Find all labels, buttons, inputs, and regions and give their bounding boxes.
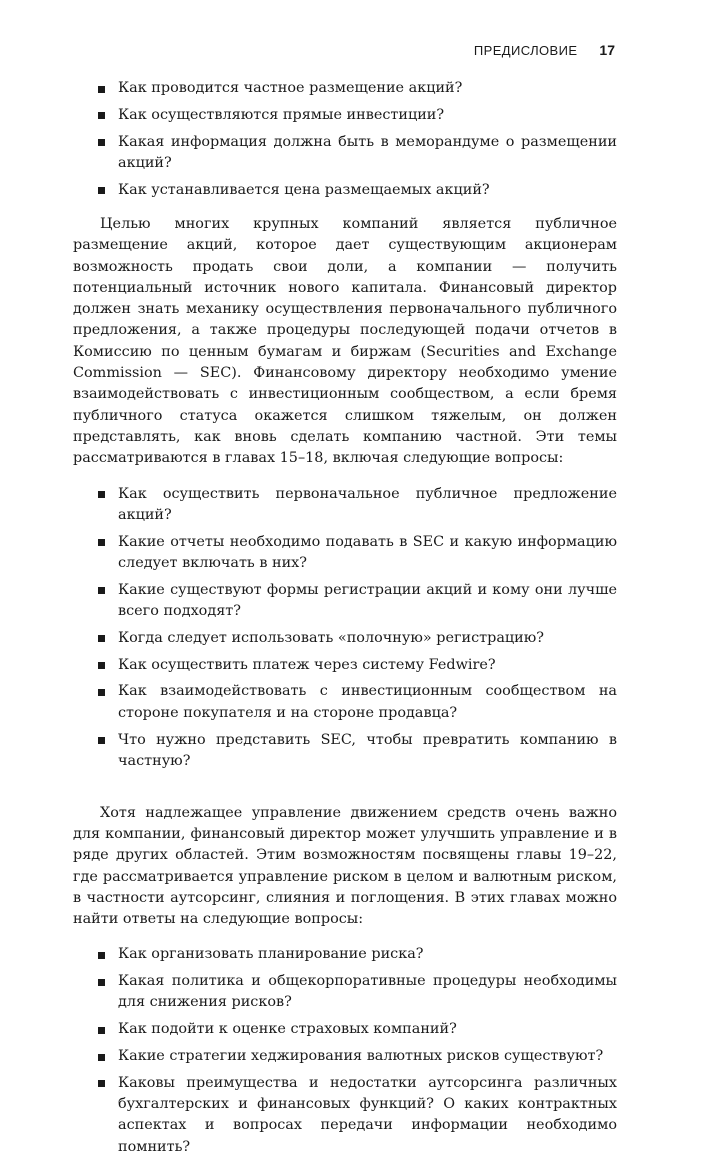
list-item: Какие стратегии хеджирования валютных рисков существуют? (73, 1046, 617, 1067)
question-list-2 (73, 484, 617, 773)
list-item: Что нужно представить SEC, чтобы превратить компанию в частную? (73, 730, 617, 773)
page-number: 17 (599, 42, 615, 58)
list-item: Как осуществляются прямые инвестиции? (73, 105, 617, 126)
question-list-3 (73, 944, 617, 1158)
list-item: Как устанавливается цена размещаемых акций? (73, 180, 617, 201)
list-item: Какие существуют формы регистрации акций и кому они лучше всего подходят? (73, 580, 617, 623)
list-item: Как взаимодействовать с инвестиционным сообществом на стороне покупателя и на стороне продавца? (73, 681, 617, 724)
list-item: Каковы преимущества и недостатки аутсорсинга различных бухгалтерских и финансовых функций? О каких контрактных аспектах и вопросах передачи информации необходимо помнить? (73, 1073, 617, 1158)
list-item: Какие отчеты необходимо подавать в SEC и какую информацию следует включать в них? (73, 532, 617, 575)
running-head (474, 42, 615, 58)
page-body (73, 78, 617, 1164)
list-item: Когда следует использовать «полочную» регистрацию? (73, 628, 617, 649)
list-item: Как проводится частное размещение акций? (73, 78, 617, 99)
list-item: Как осуществить платеж через систему Fedwire? (73, 655, 617, 676)
list-item: Какая информация должна быть в меморандуме о размещении акций? (73, 132, 617, 175)
paragraph-risk-management: Хотя надлежащее управление движением средств очень важно для компании, финансовый директор может улучшить управление и в ряде других областей. Этим возможностям посвящены главы 19–22, где рассматривается управление риском в целом и валютным риском, в частности аутсорсинг, слияния и поглощения. В этих главах можно найти ответы на следующие вопросы: (73, 804, 617, 928)
list-item: Как организовать планирование риска? (73, 944, 617, 965)
running-head-section: ПРЕДИСЛОВИЕ (473, 43, 578, 58)
question-list-1 (73, 78, 617, 201)
list-item: Какая политика и общекорпоративные процедуры необходимы для снижения рисков? (73, 971, 617, 1014)
paragraph-public-offering: Целью многих крупных компаний является публичное размещение акций, которое дает существующим акционерам возможность продать свои доли, а компании — получить потенциальный источник нового капитала. Финансовый директор должен знать механику осуществления первоначального публичного предложения, а также процедуры последующей подачи отчетов в Комиссию по ценным бумагам и биржам (Securities and Exchange Commission — SEC). Финансовому директору необходимо умение взаимодействовать с инвестиционным сообществом, а если бремя публичного статуса окажется слишком тяжелым, он должен представлять, как вновь сделать компанию частной. Эти темы рассматриваются в главах 15–18, включая следующие вопросы: (73, 215, 617, 467)
list-item: Как осуществить первоначальное публичное предложение акций? (73, 484, 617, 527)
list-item: Как подойти к оценке страховых компаний? (73, 1019, 617, 1040)
